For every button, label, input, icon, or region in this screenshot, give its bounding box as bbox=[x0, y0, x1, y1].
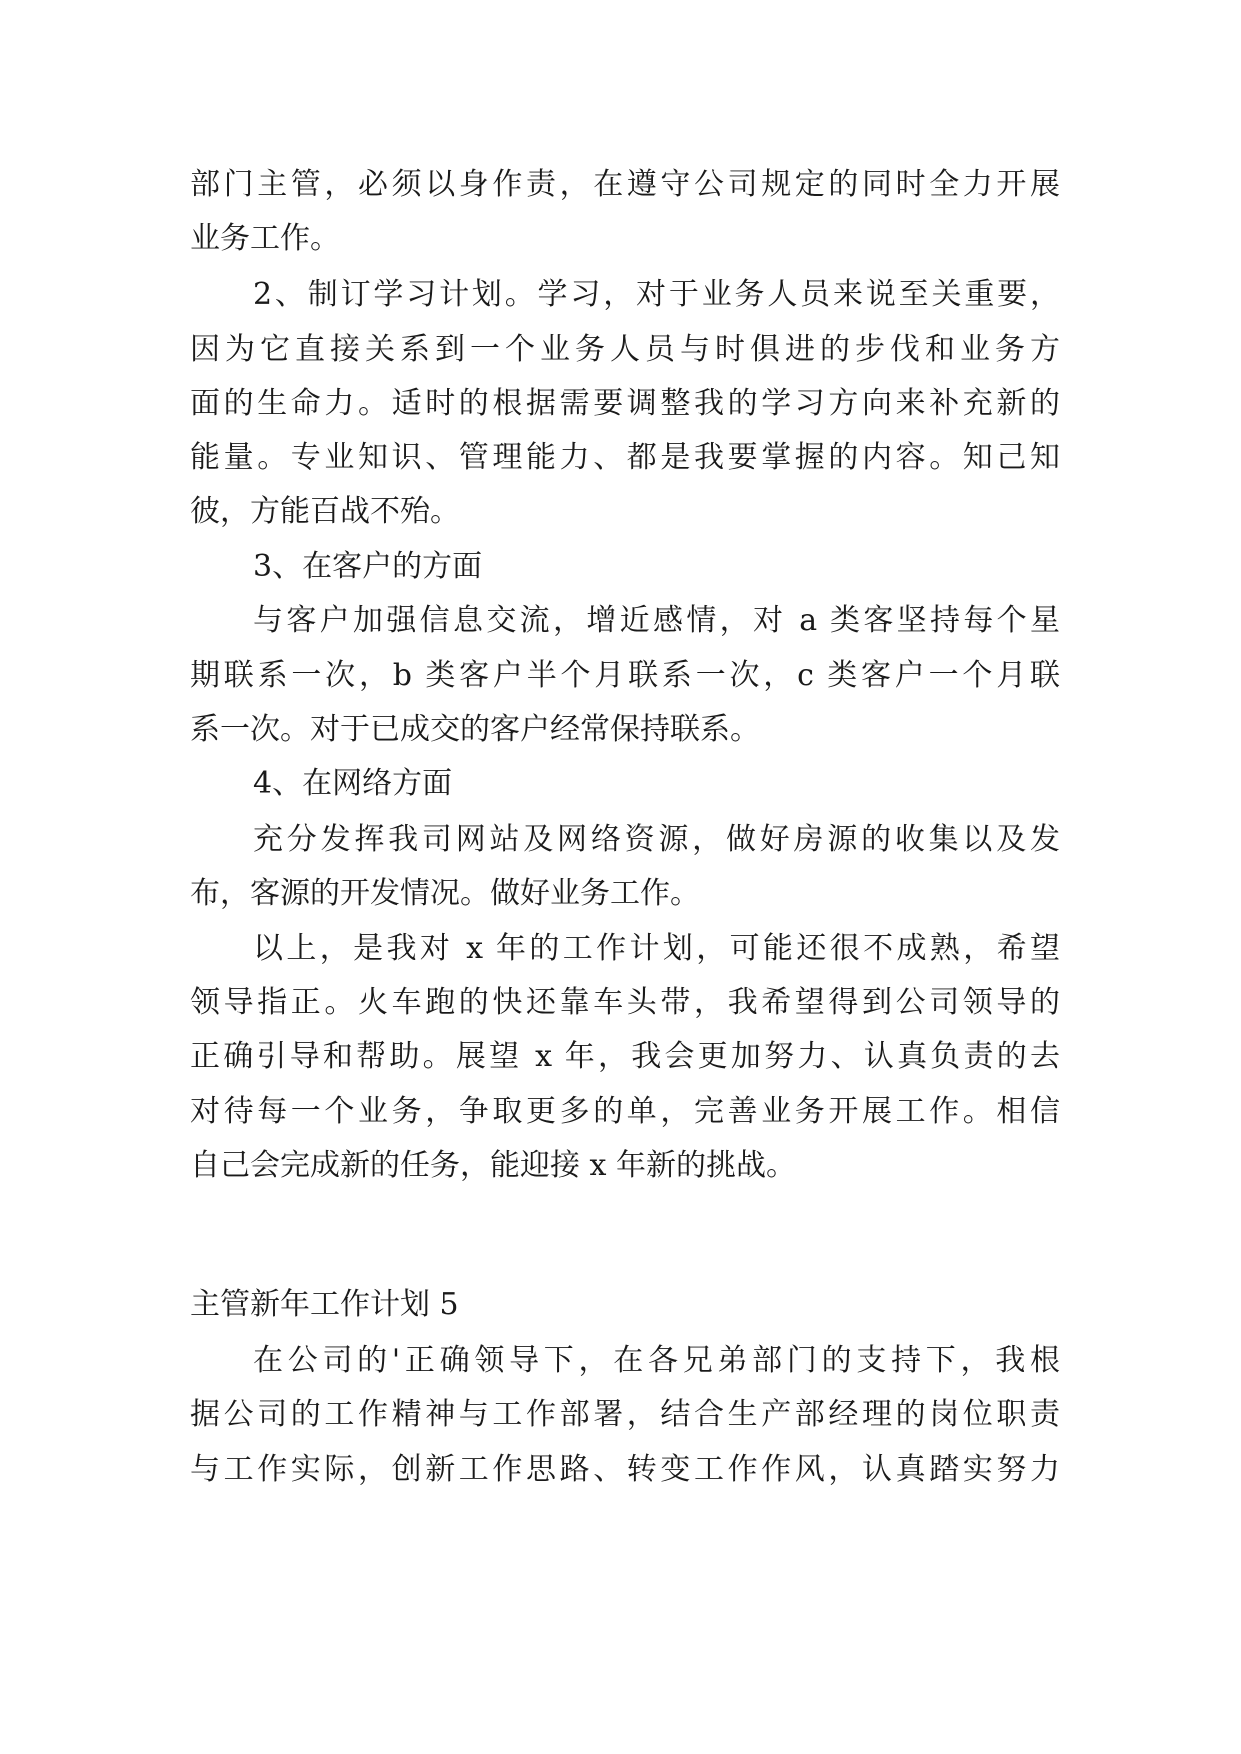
paragraph-line: 彼，方能百战不殆。 bbox=[190, 494, 460, 529]
paragraph-line: 与工作实际，创新工作思路、转变工作作风，认真踏实努力 bbox=[190, 1452, 1060, 1487]
paragraph-line: 以上，是我对 x 年的工作计划，可能还很不成熟，希望 bbox=[253, 931, 1060, 966]
paragraph-line: 能量。专业知识、管理能力、都是我要掌握的内容。知己知 bbox=[190, 440, 1060, 475]
paragraph-line: 因为它直接关系到一个业务人员与时俱进的步伐和业务方 bbox=[190, 332, 1060, 367]
paragraph-line: 自己会完成新的任务，能迎接 x 年新的挑战。 bbox=[190, 1148, 796, 1183]
paragraph-line: 布，客源的开发情况。做好业务工作。 bbox=[190, 876, 700, 911]
paragraph-line: 部门主管，必须以身作责，在遵守公司规定的同时全力开展 bbox=[190, 167, 1060, 202]
section-title: 主管新年工作计划 5 bbox=[190, 1287, 459, 1322]
paragraph-line: 2、制订学习计划。学习，对于业务人员来说至关重要， bbox=[253, 277, 1060, 312]
paragraph-line: 在公司的'正确领导下，在各兄弟部门的支持下，我根 bbox=[253, 1343, 1060, 1378]
paragraph-line: 系一次。对于已成交的客户经常保持联系。 bbox=[190, 712, 760, 747]
paragraph-line: 与客户加强信息交流，增近感情，对 a 类客坚持每个星 bbox=[253, 603, 1060, 638]
paragraph-line: 充分发挥我司网站及网络资源，做好房源的收集以及发 bbox=[253, 822, 1060, 857]
paragraph-line: 领导指正。火车跑的快还靠车头带，我希望得到公司领导的 bbox=[190, 985, 1060, 1020]
paragraph-line: 业务工作。 bbox=[190, 221, 340, 256]
paragraph-line: 面的生命力。适时的根据需要调整我的学习方向来补充新的 bbox=[190, 386, 1060, 421]
paragraph-heading: 4、在网络方面 bbox=[253, 766, 453, 801]
paragraph-line: 据公司的工作精神与工作部署，结合生产部经理的岗位职责 bbox=[190, 1397, 1060, 1432]
paragraph-line: 正确引导和帮助。展望 x 年，我会更加努力、认真负责的去 bbox=[190, 1039, 1060, 1074]
paragraph-line: 对待每一个业务，争取更多的单，完善业务开展工作。相信 bbox=[190, 1094, 1060, 1129]
paragraph-line: 期联系一次，b 类客户半个月联系一次，c 类客户一个月联 bbox=[190, 658, 1060, 693]
paragraph-heading: 3、在客户的方面 bbox=[253, 549, 483, 584]
